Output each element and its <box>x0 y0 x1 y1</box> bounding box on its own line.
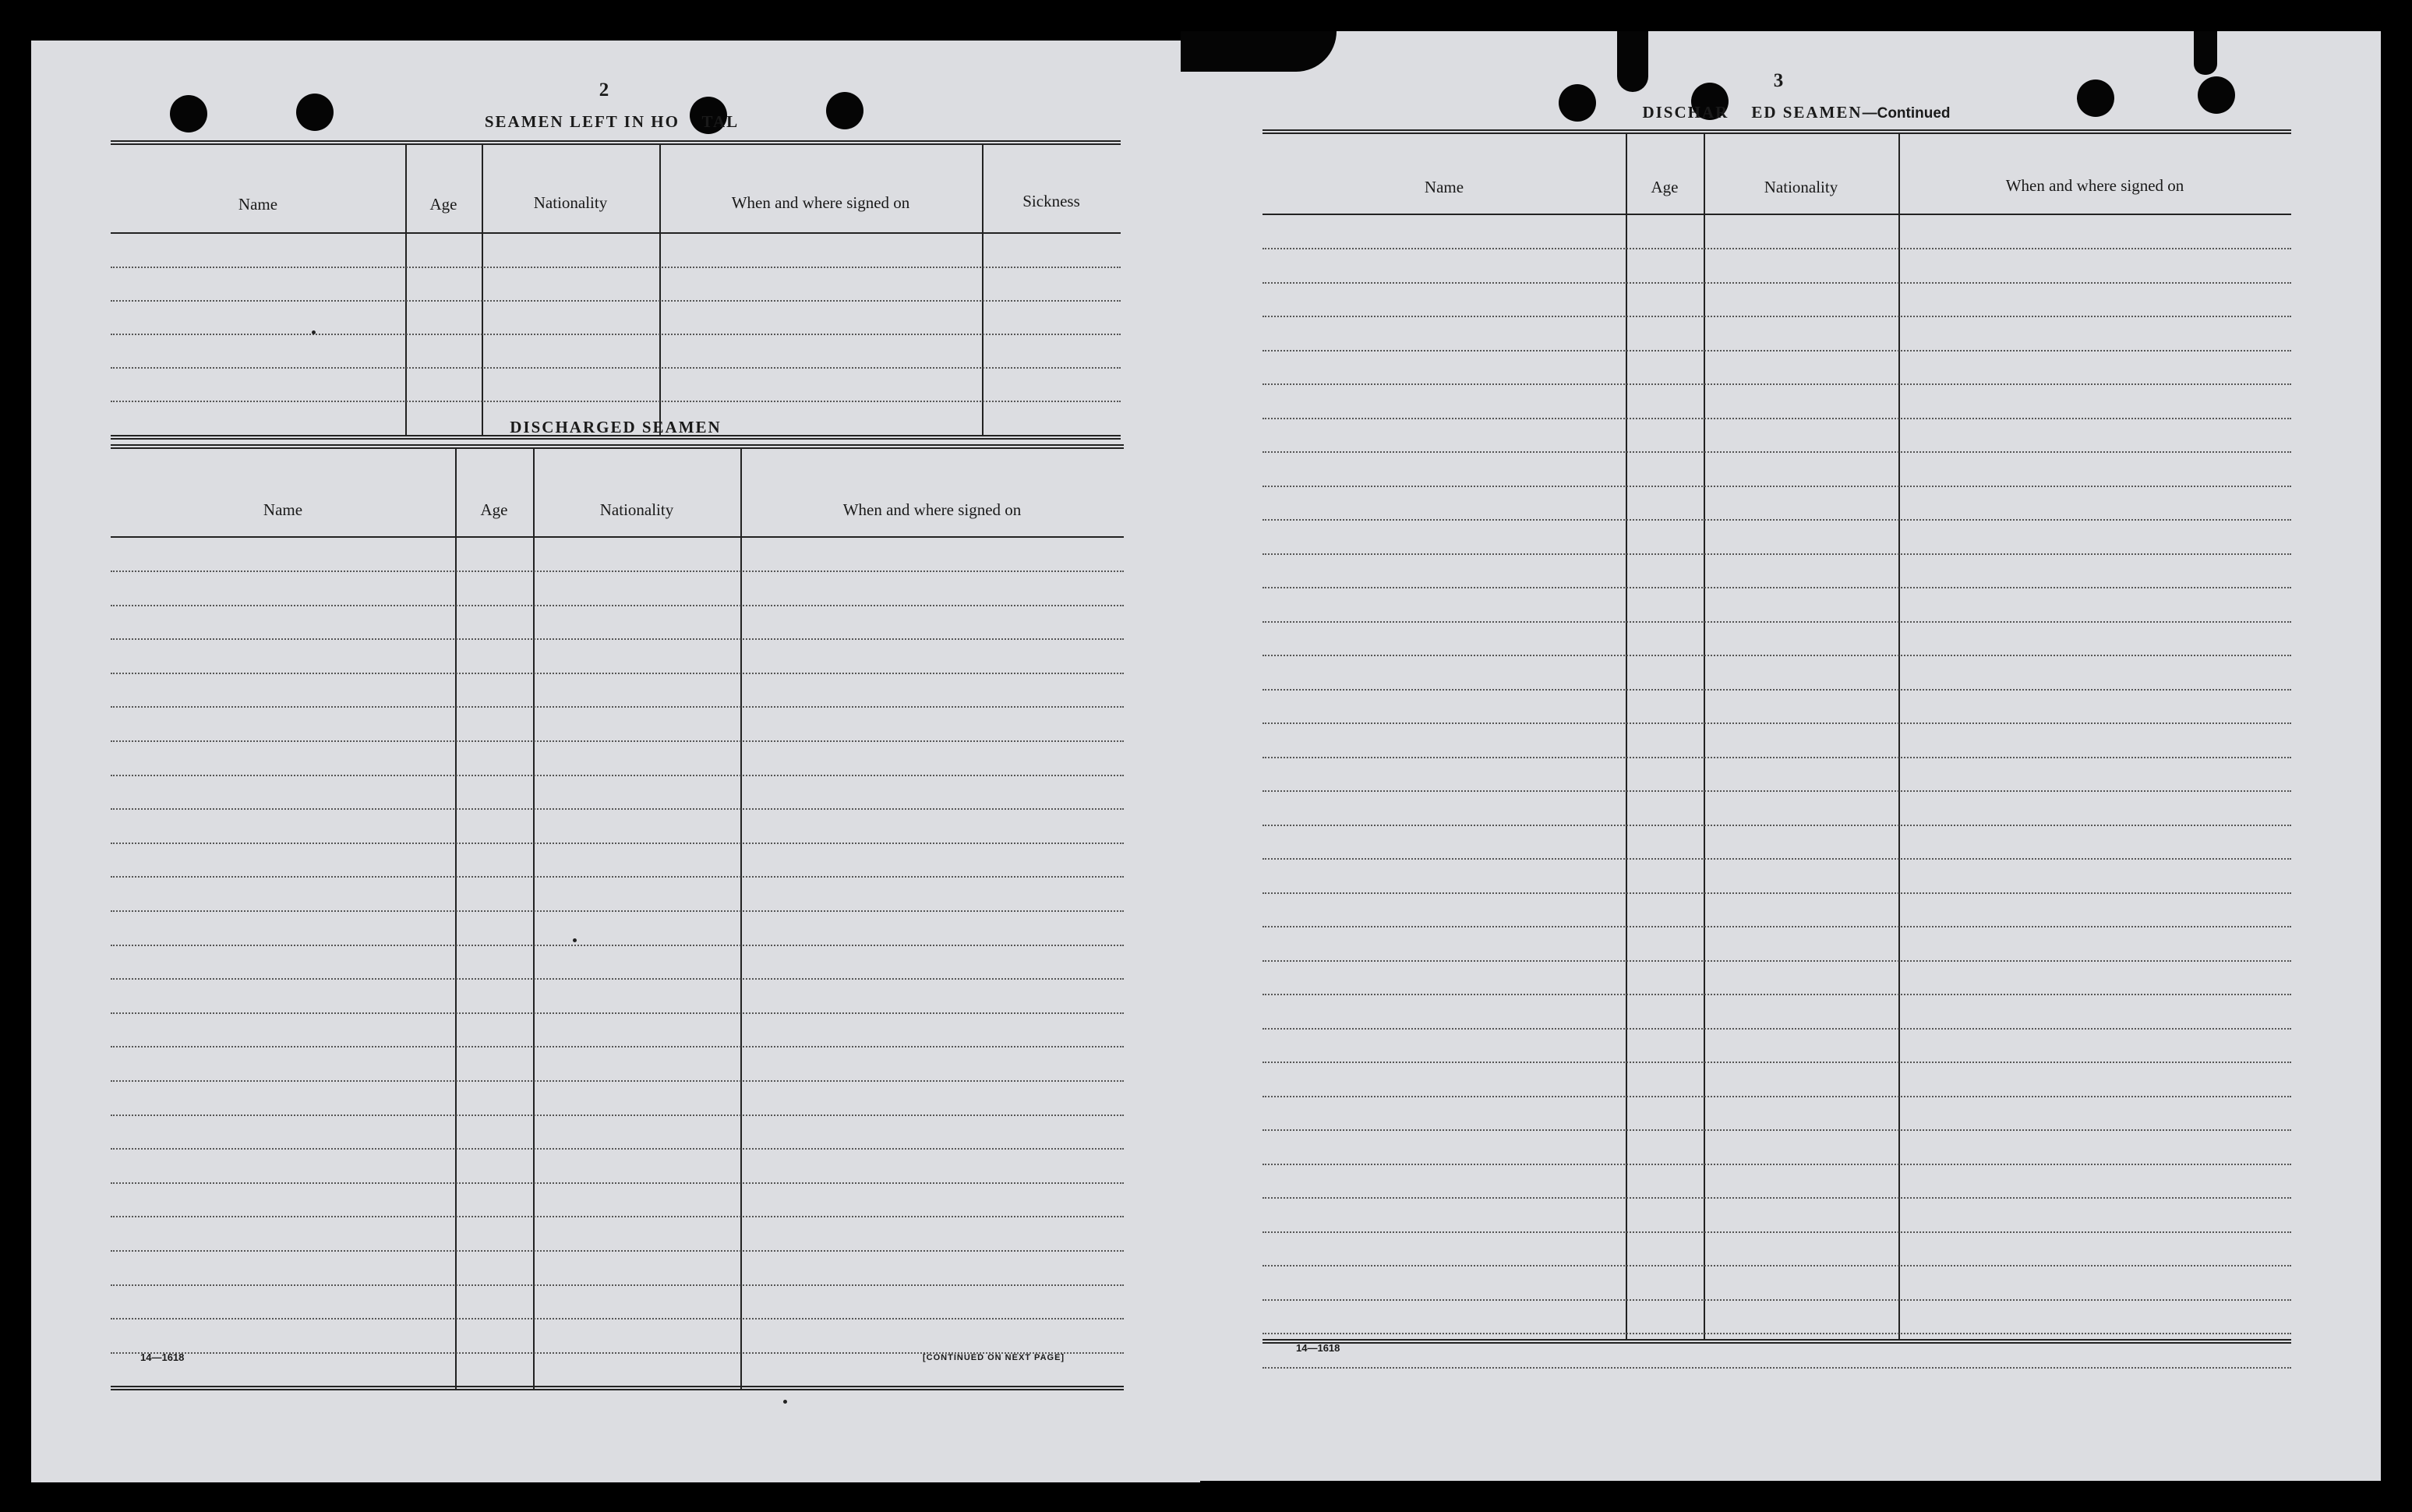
ruled-row-line <box>1263 1265 2291 1266</box>
ruled-row-line <box>1263 1129 2291 1131</box>
ruled-row-line <box>1263 1197 2291 1199</box>
ruled-row-line <box>111 1012 1124 1014</box>
paper-speck <box>312 330 316 334</box>
ruled-row-line <box>1263 519 2291 521</box>
column-header-name: Name <box>1424 178 1464 196</box>
ruled-row-line <box>111 1284 1124 1286</box>
ruled-row-line <box>1263 994 2291 995</box>
column-header-signed-on: When and where signed on <box>842 500 1022 519</box>
ruled-row-line <box>111 808 1124 810</box>
discharged-section-title: DISCHARGED SEAMEN <box>510 418 722 436</box>
ruled-row-line <box>1263 655 2291 656</box>
ruled-row-line <box>1263 926 2291 927</box>
ruled-row-line <box>1263 960 2291 962</box>
paper-speck <box>573 938 577 942</box>
ruled-row-line <box>1263 689 2291 691</box>
column-header-age: Age <box>429 195 457 214</box>
title-main: DISCHAR ED SEAMEN <box>1642 103 1863 122</box>
title-suffix: —Continued <box>1862 105 1951 122</box>
paper-speck <box>783 1400 787 1404</box>
right-page <box>1181 31 2381 1481</box>
ruled-row-line <box>111 706 1124 708</box>
ruled-row-line <box>1263 486 2291 487</box>
column-header-signed-on: When and where signed on <box>2005 176 2184 195</box>
ruled-row-line <box>111 910 1124 912</box>
ruled-row-line <box>111 1250 1124 1252</box>
column-header-age: Age <box>1651 178 1679 196</box>
left-page <box>31 41 1200 1482</box>
ruled-row-line <box>1263 1333 2291 1334</box>
punch-hole <box>2077 79 2114 117</box>
column-header-name: Name <box>238 195 278 214</box>
column-header-name: Name <box>263 500 303 519</box>
page-number: 2 <box>599 79 609 101</box>
ruled-row-line <box>111 740 1124 742</box>
ruled-row-line <box>111 571 1124 572</box>
ruled-row-line <box>1263 1299 2291 1301</box>
ruled-row-line <box>111 945 1124 946</box>
ruled-row-line <box>111 1115 1124 1116</box>
ruled-row-line <box>1263 892 2291 894</box>
column-header-nationality: Nationality <box>599 500 674 519</box>
ruled-row-line <box>1263 282 2291 284</box>
ruled-row-line <box>1263 316 2291 317</box>
burn-damage <box>1617 31 1648 92</box>
punch-hole <box>826 92 863 129</box>
ruled-row-line <box>1263 1096 2291 1097</box>
column-header-sickness: Sickness <box>1022 192 1080 210</box>
form-code: 14—1618 <box>1296 1342 1340 1354</box>
ruled-row-line <box>1263 621 2291 623</box>
page-number: 3 <box>1773 70 1784 91</box>
ruled-row-line <box>1263 1062 2291 1063</box>
ruled-row-line <box>1263 383 2291 385</box>
burn-damage <box>2194 31 2217 75</box>
punch-hole <box>296 94 334 131</box>
ruled-row-line <box>1263 418 2291 419</box>
ruled-row-line <box>1263 790 2291 792</box>
ruled-row-line <box>111 775 1124 776</box>
column-header-nationality: Nationality <box>533 193 608 212</box>
ruled-row-line <box>111 1148 1124 1150</box>
ruled-row-line <box>111 1046 1124 1047</box>
ruled-row-line <box>1263 1028 2291 1030</box>
ruled-row-line <box>111 638 1124 640</box>
ruled-row-line <box>1263 1231 2291 1233</box>
ruled-row-line <box>1263 248 2291 249</box>
ruled-row-line <box>1263 858 2291 860</box>
punch-hole <box>1559 84 1596 122</box>
discharged-table <box>111 444 1124 1392</box>
discharged-continued-title <box>1609 103 1983 122</box>
ruled-row-line <box>111 843 1124 844</box>
ruled-row-line <box>111 876 1124 878</box>
hospital-section-title: SEAMEN LEFT IN HO TAL <box>484 112 740 131</box>
burn-damage <box>1181 31 1337 72</box>
ruled-row-line <box>111 978 1124 980</box>
discharged-continued-table <box>1263 129 2291 1345</box>
ruled-row-line <box>111 1080 1124 1082</box>
hospital-table <box>111 140 1121 440</box>
column-header-age: Age <box>480 500 508 519</box>
punch-hole <box>2198 76 2235 114</box>
column-header-signed-on: When and where signed on <box>731 193 910 212</box>
ruled-row-line <box>1263 1164 2291 1165</box>
ruled-row-line <box>1263 553 2291 555</box>
ruled-row-line <box>1263 722 2291 724</box>
ruled-row-line <box>111 1216 1124 1217</box>
ruled-row-line <box>1263 757 2291 758</box>
ruled-row-line <box>1263 587 2291 588</box>
ruled-row-line <box>1263 1367 2291 1369</box>
ruled-row-line <box>111 1318 1124 1319</box>
ruled-row-line <box>111 1182 1124 1184</box>
ruled-row-line <box>111 673 1124 674</box>
form-code: 14—1618 <box>140 1351 185 1363</box>
ruled-row-line <box>1263 825 2291 826</box>
column-header-nationality: Nationality <box>1764 178 1838 196</box>
continued-note: [CONTINUED ON NEXT PAGE] <box>923 1353 1065 1362</box>
ruled-row-line <box>1263 350 2291 352</box>
ruled-row-line <box>1263 451 2291 453</box>
ruled-row-line <box>111 605 1124 606</box>
punch-hole <box>170 95 207 132</box>
